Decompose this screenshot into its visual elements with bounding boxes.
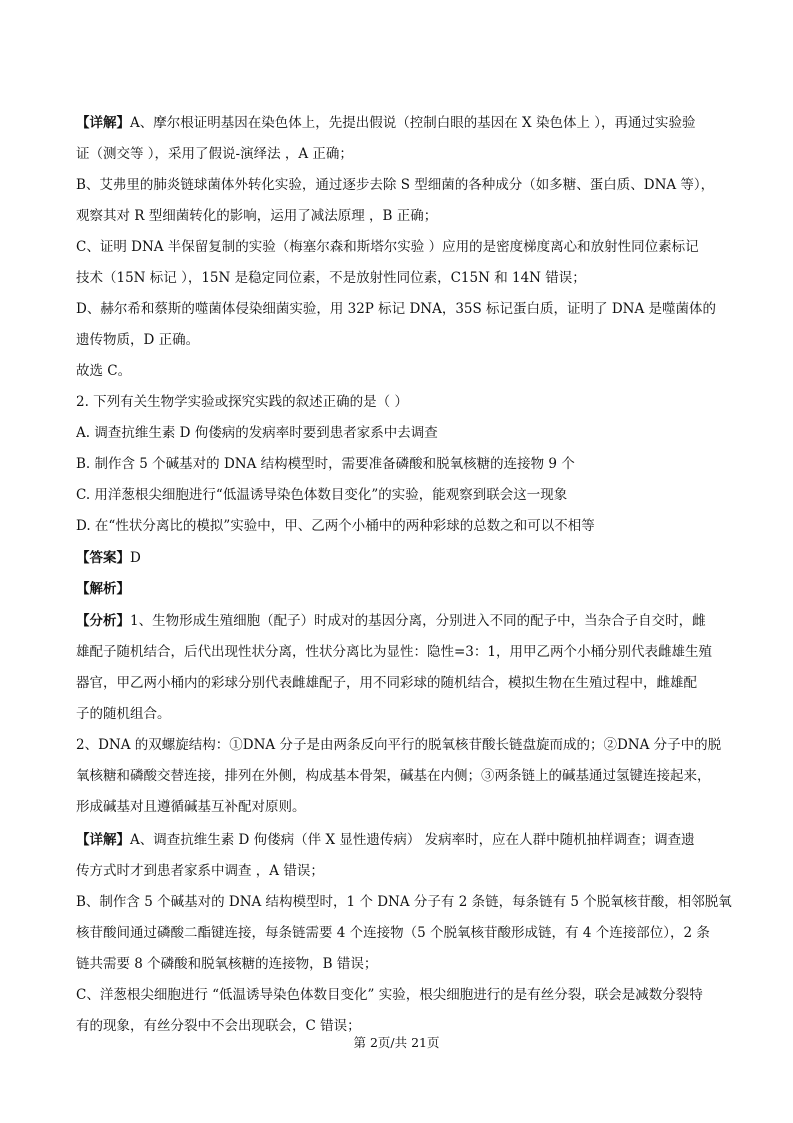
option-b <box>76 454 736 474</box>
line-text: 核苷酸间通过磷酸二酯键连接，每条链需要 4 个连接物（5 个脱氧核苷酸形成链，有 4 个连接部位），2 条 <box>76 925 710 941</box>
text-line <box>76 113 736 133</box>
line-text: B. 制作含 5 个碱基对的 DNA 结构模型时，需要准备磷酸和脱氧核糖的连接物 9 个 <box>76 456 575 472</box>
text-line <box>76 237 736 257</box>
line-text: C、洋葱根尖细胞进行 “低温诱导染色体数目变化” 实验，根尖细胞进行的是有丝分裂，联会是减数分裂特 <box>76 987 703 1003</box>
text-line <box>76 206 736 226</box>
text-line <box>76 704 736 724</box>
line-text: B、制作含 5 个碱基对的 DNA 结构模型时，1 个 DNA 分子有 2 条链，每条链有 5 个脱氧核苷酸，相邻脱氧 <box>76 894 732 910</box>
answer-line <box>76 548 736 568</box>
line-text: 子的随机组合。 <box>76 706 171 722</box>
line-text: 形成碱基对且遵循碱基互补配对原则。 <box>76 799 306 815</box>
text-line <box>76 611 736 631</box>
line-text: A. 调查抗维生素 D 佝偻病的发病率时要到患者家系中去调查 <box>76 425 438 441</box>
text-line <box>76 299 736 319</box>
line-text: 雄配子随机结合，后代出现性状分离，性状分离比为显性：隐性=3：1，用甲乙两个小桶分别代表雌雄生殖 <box>76 644 712 660</box>
page-footer: 第 2页/共 21页 <box>353 1035 440 1050</box>
text-line <box>76 954 736 974</box>
section-marker: 【分析】 <box>76 613 130 629</box>
text-line <box>76 330 736 350</box>
answer-label: 【答案】 <box>76 550 130 566</box>
line-text: 技术（15N 标记 ），15N 是稳定同位素，不是放射性同位素，C15N 和 14N 错误； <box>76 270 586 286</box>
line-text: 2. 下列有关生物学实验或探究实践的叙述正确的是（ ） <box>76 394 408 410</box>
line-text: C. 用洋葱根尖细胞进行“低温诱导染色体数目变化”的实验，能观察到联会这一现象 <box>76 487 568 503</box>
text-line <box>76 985 736 1005</box>
analysis-heading <box>76 579 736 599</box>
line-text: A、摩尔根证明基因在染色体上，先提出假说（控制白眼的基因在 X 染色体上 ），再通过实验验 <box>130 115 696 131</box>
line-text: 链共需要 8 个磷酸和脱氧核糖的连接物，B 错误； <box>76 956 378 972</box>
line-text: 1、生物形成生殖细胞（配子）时成对的基因分离，分别进入不同的配子中，当杂合子自交时，雌 <box>130 613 706 629</box>
text-line <box>76 830 736 850</box>
text-line <box>76 361 736 381</box>
text-line <box>76 1016 736 1036</box>
line-text: D、赫尔希和蔡斯的噬菌体侵染细菌实验，用 32P 标记 DNA，35S 标记蛋白质，证明了 DNA 是噬菌体的 <box>76 301 717 317</box>
section-marker: 【详解】 <box>76 832 130 848</box>
section-marker: 【详解】 <box>76 115 130 131</box>
text-line <box>76 797 736 817</box>
text-line <box>76 175 736 195</box>
text-line <box>76 735 736 755</box>
text-line <box>76 268 736 288</box>
line-text: A、调查抗维生素 D 佝偻病（伴 X 显性遗传病） 发病率时，应在人群中随机抽样调查；调查遗 <box>130 832 695 848</box>
answer-value: D <box>130 550 141 566</box>
text-line <box>76 144 736 164</box>
line-text: 观察其对 R 型细菌转化的影响，运用了减法原理 ，B 正确； <box>76 208 438 224</box>
text-line <box>76 642 736 662</box>
text-line <box>76 892 736 912</box>
option-a <box>76 423 736 443</box>
line-text: 证（测交等 ），采用了假说-演绎法 ，A 正确； <box>76 146 353 162</box>
line-text: D. 在“性状分离比的模拟”实验中，甲、乙两个小桶中的两种彩球的总数之和可以不相等 <box>76 518 595 534</box>
line-text: 2、DNA 的双螺旋结构：①DNA 分子是由两条反向平行的脱氧核苷酸长链盘旋而成的；②DNA 分子中的脱 <box>76 737 722 753</box>
line-text: 有的现象，有丝分裂中不会出现联会，C 错误； <box>76 1018 361 1034</box>
text-line <box>76 673 736 693</box>
text-line <box>76 923 736 943</box>
line-text: 器官，甲乙两小桶内的彩球分别代表雌雄配子，用不同彩球的随机结合，模拟生物在生殖过程中，雌雄配 <box>76 675 697 691</box>
text-line <box>76 766 736 786</box>
analysis-label: 【解析】 <box>76 581 130 597</box>
text-line <box>76 861 736 881</box>
line-text: 传方式时才到患者家系中调查 ，A 错误； <box>76 863 324 879</box>
line-text: B、艾弗里的肺炎链球菌体外转化实验，通过逐步去除 S 型细菌的各种成分（如多糖、蛋白质、DNA 等）， <box>76 177 715 193</box>
question-stem <box>76 392 736 412</box>
line-text: 遗传物质，D 正确。 <box>76 332 200 348</box>
option-c <box>76 485 736 505</box>
line-text: C、证明 DNA 半保留复制的实验（梅塞尔森和斯塔尔实验 ）应用的是密度梯度离心和放射性同位素标记 <box>76 239 699 255</box>
line-text: 故选 C。 <box>76 363 132 379</box>
option-d <box>76 516 736 536</box>
line-text: 氧核糖和磷酸交替连接，排列在外侧，构成基本骨架，碱基在内侧；③两条链上的碱基通过氢键连接起来， <box>76 768 711 784</box>
